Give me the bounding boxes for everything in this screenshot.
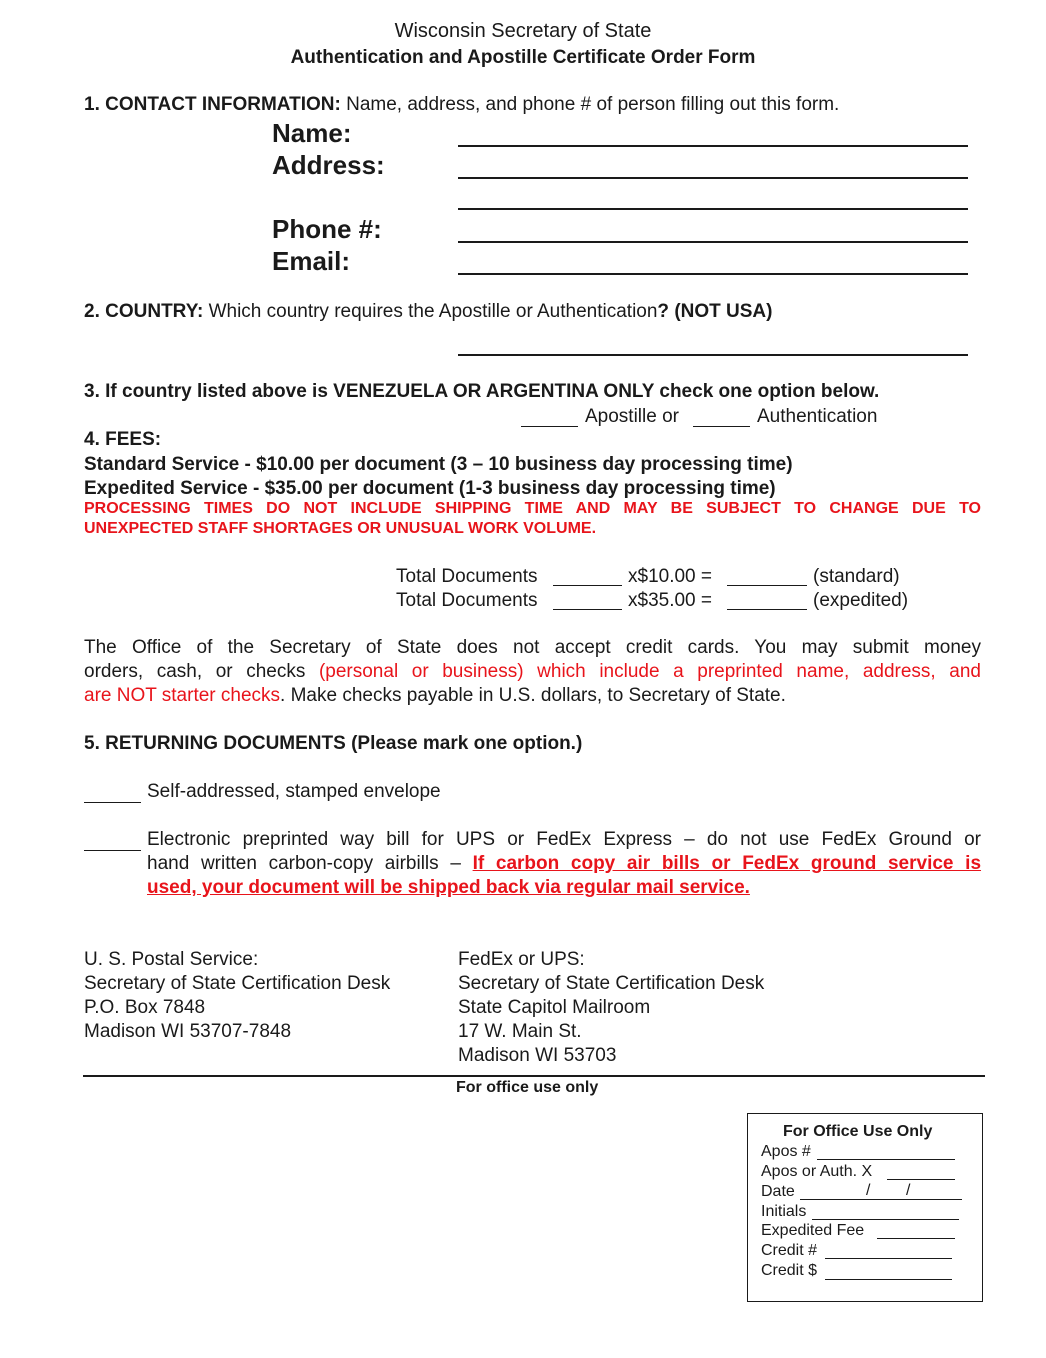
section2-qmark: ? [657,301,670,322]
fedex-address-line1: Secretary of State Certification Desk [458,973,765,994]
total-expedited-label: Total Documents [396,590,538,611]
payment-line3-red: are NOT starter checks [84,685,281,706]
usps-address-line3: Madison WI 53707-7848 [84,1021,292,1042]
date-separator-1: / [866,1182,871,1199]
credit-number-label: Credit # [761,1242,818,1259]
credit-amount-label: Credit $ [761,1262,818,1279]
expedited-fee-label: Expedited Fee [761,1222,865,1239]
fedex-address-line2: State Capitol Mailroom [458,997,651,1018]
fedex-address-line3: 17 W. Main St. [458,1021,582,1042]
expedited-suffix: (expedited) [813,590,909,611]
credit-amount-field[interactable] [825,1279,952,1280]
section3-heading: 3. If country listed above is VENEZUELA OR ARGENTINA ONLY check one option below. [84,381,880,402]
apos-number-field[interactable] [817,1159,955,1160]
payment-line2-black: orders, cash, or checks [84,661,306,682]
initials-label: Initials [761,1203,807,1220]
country-field[interactable] [458,354,968,356]
section1-description: Name, address, and phone # of person filling out this form. [346,94,840,115]
authentication-checkbox[interactable] [693,426,750,427]
return-option2-line2 [147,853,981,875]
email-field[interactable] [458,273,968,275]
usps-address-line2: P.O. Box 7848 [84,997,206,1018]
apostille-checkbox[interactable] [521,426,578,427]
date-label: Date [761,1183,795,1200]
standard-suffix: (standard) [813,566,900,587]
usps-address-line1: Secretary of State Certification Desk [84,973,391,994]
return-option1-label: Self-addressed, stamped envelope [147,781,441,802]
apos-number-label: Apos # [761,1143,811,1160]
credit-number-field[interactable] [825,1258,952,1259]
total-expedited-amount-field[interactable] [727,609,807,610]
usps-title [84,949,258,971]
address-field-line2[interactable] [458,208,968,210]
total-standard-label: Total Documents [396,566,538,587]
return-option2-line3-red: used, your document will be shipped back via regular mail service. [147,877,750,898]
phone-label: Phone #: [272,214,382,244]
office-use-footer-label: For office use only [456,1079,599,1096]
office-use-divider [83,1075,985,1077]
processing-warning-line1: PROCESSING TIMES DO NOT INCLUDE SHIPPING TIME AND MAY BE SUBJECT TO CHANGE DUE TO [84,500,981,517]
address-label: Address: [272,150,385,180]
name-field[interactable] [458,145,968,147]
return-option2-checkbox[interactable] [84,850,141,851]
section4-heading: 4. FEES: [84,429,162,450]
total-expedited-count-field[interactable] [553,609,622,610]
section2-header [84,301,772,323]
apostille-option-label: Apostille or [585,406,679,427]
section1-heading: 1. CONTACT INFORMATION: [84,94,341,115]
section2-heading: 2. COUNTRY: [84,301,204,322]
apos-or-auth-field[interactable] [887,1179,955,1180]
address-field-line1[interactable] [458,177,968,179]
processing-warning-line2: UNEXPECTED STAFF SHORTAGES OR UNUSUAL WORK VOLUME. [84,520,597,537]
standard-rate: x$10.00 = [628,566,712,587]
return-option1-checkbox[interactable] [84,802,141,803]
standard-service-text: Standard Service - $10.00 per document (3 – 10 business day processing time) [84,454,793,475]
email-label: Email: [272,246,351,276]
return-option2-line1: Electronic preprinted way bill for UPS or FedEx Express – do not use FedEx Ground or [147,829,981,850]
usps-title-text: U. S. Postal Service [84,949,253,970]
name-label: Name: [272,118,352,148]
form-subtitle: Authentication and Apostille Certificate Order Form [290,47,756,68]
fedex-title: FedEx or UPS: [458,949,585,970]
return-option2-line2-red: If carbon copy air bills or FedEx ground service is [472,853,982,874]
section5-heading: 5. RETURNING DOCUMENTS (Please mark one option.) [84,733,583,754]
payment-line3 [84,685,786,707]
payment-line3-black: . Make checks payable in U.S. dollars, to Secretary of State. [280,685,786,706]
apos-or-auth-label: Apos or Auth. X [761,1163,873,1180]
total-standard-count-field[interactable] [553,585,622,586]
section2-question: Which country requires the Apostille or Authentication [208,301,658,322]
usps-title-colon: : [252,949,259,970]
payment-line2 [84,661,981,683]
initials-field[interactable] [812,1219,959,1220]
page-title: Wisconsin Secretary of State [394,20,652,42]
authentication-option-label: Authentication [757,406,878,427]
section1-header [84,94,839,116]
phone-field[interactable] [458,241,968,243]
return-option2-line2-black: hand written carbon-copy airbills – [147,853,461,874]
return-option2-line3 [147,877,750,899]
payment-line1: The Office of the Secretary of State does not accept credit cards. You may submit money [84,637,981,658]
total-standard-amount-field[interactable] [727,585,807,586]
date-separator-2: / [906,1182,911,1199]
payment-line2-red: (personal or business) which include a preprinted name, address, and [318,661,981,682]
date-field[interactable] [800,1199,962,1200]
expedited-fee-field[interactable] [877,1238,955,1239]
expedited-service-text: Expedited Service - $35.00 per document (1-3 business day processing time) [84,478,776,499]
expedited-rate: x$35.00 = [628,590,712,611]
office-box-title: For Office Use Only [783,1123,933,1140]
section2-note: (NOT USA) [674,301,773,322]
fedex-address-line4: Madison WI 53703 [458,1045,617,1066]
